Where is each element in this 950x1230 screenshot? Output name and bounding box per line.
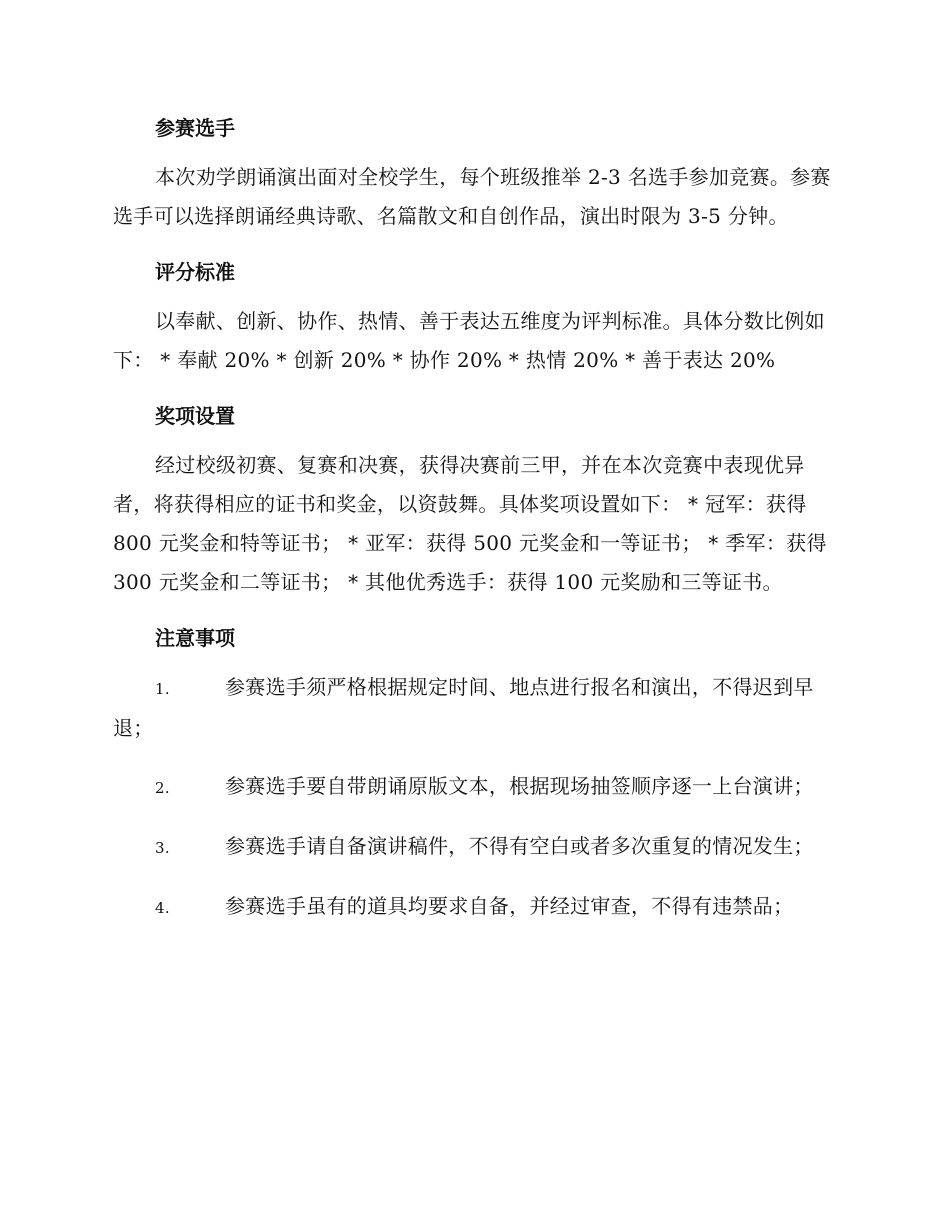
list-text: 参赛选手请自备演讲稿件，不得有空白或者多次重复的情况发生； (225, 834, 814, 858)
list-text: 参赛选手须严格根据规定时间、地点进行报名和演出，不得迟到早退； (113, 675, 814, 740)
heading-contestants: 参赛选手 (155, 116, 235, 140)
heading-scoring: 评分标准 (155, 260, 235, 284)
list-number: 2. (155, 779, 170, 797)
heading-awards: 奖项设置 (155, 404, 235, 428)
list-number: 1. (155, 680, 170, 698)
list-text: 参赛选手虽有的道具均要求自备，并经过审查，不得有违禁品； (225, 894, 794, 918)
heading-notes: 注意事项 (155, 626, 235, 650)
document-page (113, 108, 835, 928)
paragraph-awards: 经过校级初赛、复赛和决赛，获得决赛前三甲，并在本次竞赛中表现优异者，将获得相应的证书和奖金，以资鼓舞。具体奖项设置如下： * 冠军：获得 800 元奖金和特等证书； * 亚军：获得 500 元奖金和一等证书； * 季军：获得 300 元奖金和二等证书； * 其他优秀选手：获得 100 元奖励和三等证书。 (113, 453, 827, 594)
list-item (113, 887, 835, 928)
list-item (113, 668, 835, 748)
paragraph-contestants: 本次劝学朗诵演出面对全校学生，每个班级推举 2-3 名选手参加竞赛。参赛选手可以选择朗诵经典诗歌、名篇散文和自创作品，演出时限为 3-5 分钟。 (113, 165, 831, 228)
list-number: 4. (155, 899, 170, 917)
list-item (113, 767, 835, 808)
list-text: 参赛选手要自带朗诵原版文本，根据现场抽签顺序逐一上台演讲； (225, 774, 814, 798)
list-item (113, 827, 835, 868)
paragraph-scoring: 以奉献、创新、协作、热情、善于表达五维度为评判标准。具体分数比例如下： * 奉献 20% * 创新 20% * 协作 20% * 热情 20% * 善于表达 20% (113, 309, 825, 372)
list-number: 3. (155, 839, 170, 857)
